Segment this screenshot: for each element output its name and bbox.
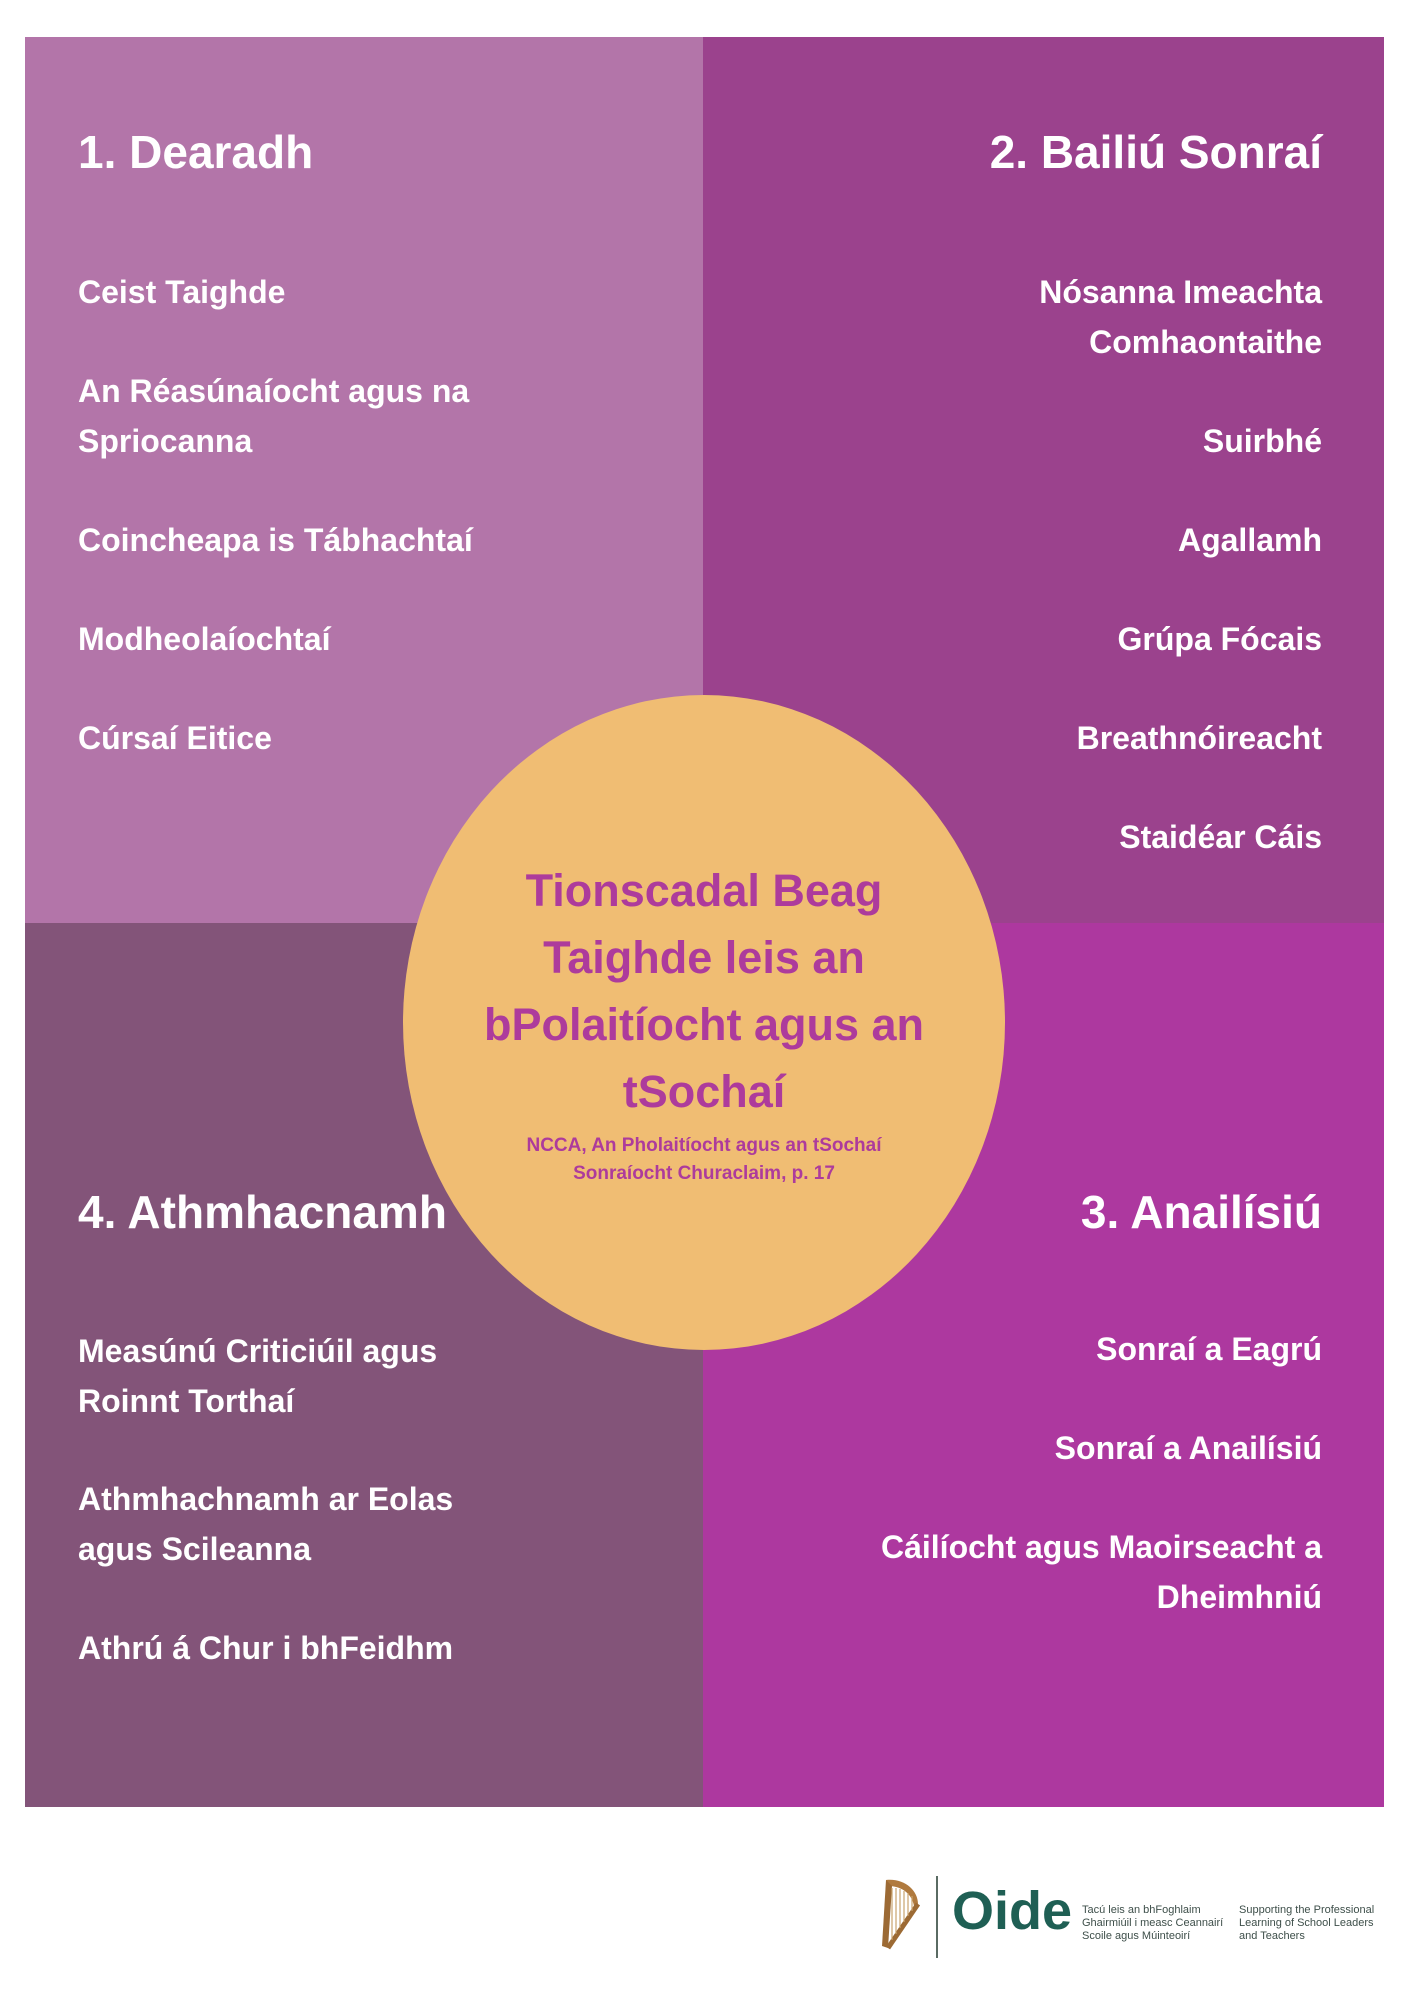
data-collection-item: Grúpa Fócais [1117, 621, 1322, 657]
design-heading: 1. Dearadh [78, 126, 314, 178]
data-collection-item: Breathnóireacht [1076, 720, 1322, 756]
analysis-item: Sonraí a Anailísiú [1054, 1430, 1322, 1466]
brand-name: Oide [952, 1881, 1073, 1941]
design-item: Coincheapa is Tábhachtaí [78, 522, 473, 558]
design-item: Ceist Taighde [78, 274, 286, 310]
tagline-line: Supporting the Professional [1239, 1904, 1375, 1916]
reflection-item: Athrú á Chur i bhFeidhm [78, 1630, 454, 1666]
analysis-heading: 3. Anailísiú [1080, 1186, 1322, 1238]
data-collection-item: Nósanna Imeachta Comhaontaithe [1039, 274, 1322, 360]
design-item: Modheolaíochtaí [78, 621, 331, 657]
center-reference-line: NCCA, An Pholaitíocht agus an tSochaí [526, 1135, 882, 1156]
tagline-line: and Teachers [1239, 1930, 1305, 1942]
harp-icon [874, 1874, 924, 1954]
reflection-item: Measúnú Criticiúil agus Roinnt Torthaí [78, 1333, 438, 1419]
design-item: An Réasúnaíocht agus na Spriocanna [78, 373, 470, 459]
center-title: Tionscadal Beag Taighde leis an bPolaitíocht agus an tSochaí [483, 865, 925, 1117]
tagline-line: Tacú leis an bhFoghlaim [1082, 1904, 1201, 1916]
center-reference-line: Sonraíocht Churaclaim, p. 17 [573, 1163, 835, 1184]
tagline-line: Learning of School Leaders [1239, 1917, 1374, 1929]
tagline-line: Ghairmiúil i measc Ceannairí [1082, 1917, 1224, 1929]
data-collection-item: Agallamh [1177, 522, 1322, 558]
tagline-line: Scoile agus Múinteoirí [1082, 1930, 1191, 1942]
data-collection-item: Staidéar Cáis [1119, 819, 1322, 855]
analysis-item: Sonraí a Eagrú [1096, 1331, 1322, 1367]
tagline-irish [1082, 1904, 1223, 1943]
design-item: Cúrsaí Eitice [78, 720, 272, 756]
reflection-item: Athmhachnamh ar Eolas agus Scileanna [78, 1481, 454, 1567]
center-reference [443, 1132, 965, 1188]
center-ellipse [403, 695, 1005, 1350]
tagline-english [1239, 1904, 1374, 1943]
analysis-item: Cáilíocht agus Maoirseacht a Dheimhniú [880, 1529, 1322, 1615]
data-collection-item: Suirbhé [1202, 423, 1322, 459]
data-collection-heading: 2. Bailiú Sonraí [989, 126, 1322, 178]
reflection-heading: 4. Athmhacnamh [78, 1186, 447, 1238]
footer-logo [870, 1870, 1400, 1970]
footer-divider [936, 1876, 938, 1958]
